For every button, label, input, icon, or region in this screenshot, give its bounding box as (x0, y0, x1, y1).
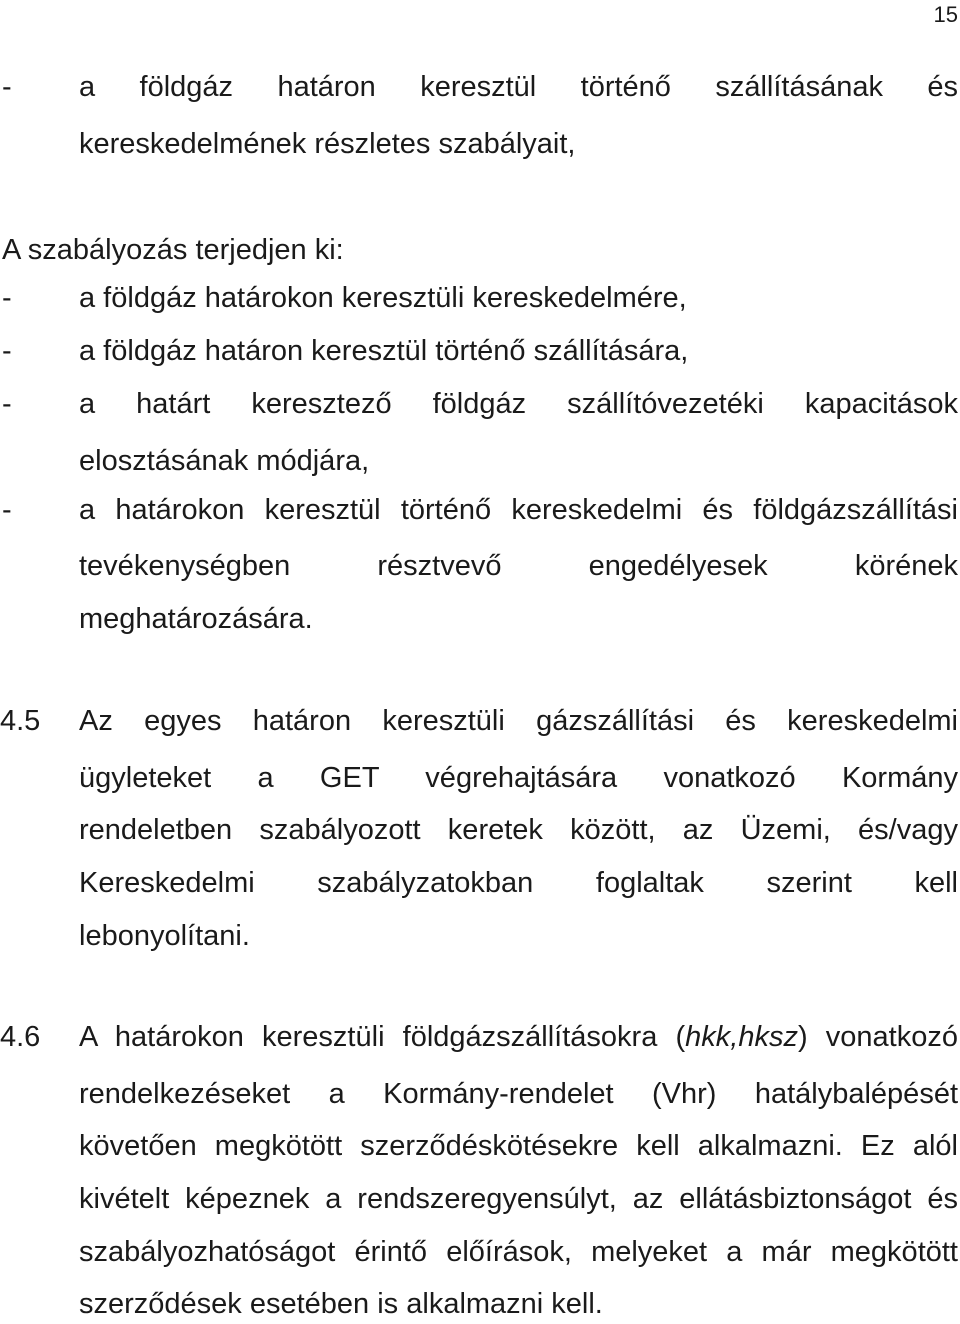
list-item-line: a határt keresztező földgáz szállítóvezetéki kapacitások (79, 388, 958, 420)
list-dash: - (2, 388, 12, 420)
section-line: kivételt képeznek a rendszeregyensúlyt, az ellátásbiztonságot és (79, 1183, 958, 1215)
list-item-line: a határokon keresztül történő kereskedelmi és földgázszállítási (79, 494, 958, 526)
section-line: ügyleteket a GET végrehajtására vonatkozó Kormány (79, 762, 958, 794)
list-item (0, 388, 958, 428)
list-dash: - (2, 494, 12, 526)
list-dash: - (2, 282, 12, 314)
section-line: lebonyolítani. (79, 920, 250, 952)
list-item-line: meghatározására. (79, 603, 313, 635)
section-line (79, 1021, 958, 1054)
section-text: ) vonatkozó (797, 1021, 958, 1053)
intro-item-line-2: kereskedelmének részletes szabályait, (79, 128, 576, 160)
section-line: Kereskedelmi szabályzatokban foglaltak szerint kell (79, 867, 958, 899)
list-item-line: a földgáz határon keresztül történő szállítására, (79, 335, 689, 367)
section-number: 4.6 (0, 1021, 41, 1053)
section-number: 4.5 (0, 705, 41, 737)
scope-heading: A szabályozás terjedjen ki: (2, 234, 344, 266)
list-item (0, 494, 958, 534)
section-line: Az egyes határon keresztüli gázszállítási és kereskedelmi (79, 705, 958, 737)
section-4-5 (0, 705, 958, 745)
section-line: szerződések esetében is alkalmazni kell. (79, 1288, 603, 1320)
list-item (0, 335, 958, 375)
list-item-line: tevékenységben résztvevő engedélyesek körének (79, 550, 958, 582)
list-item (0, 282, 958, 322)
section-italic-text: hkk,hksz (685, 1021, 798, 1053)
page-number: 15 (933, 2, 958, 27)
list-item-line: elosztásának módjára, (79, 445, 370, 477)
section-line: követően megkötött szerződéskötésekre kell alkalmazni. Ez alól (79, 1130, 958, 1162)
intro-item-line-1: a földgáz határon keresztül történő szállításának és (79, 71, 958, 103)
section-line: rendeletben szabályozott keretek között, az Üzemi, és/vagy (79, 814, 958, 846)
section-line: szabályozhatóságot érintő előírások, melyeket a már megkötött (79, 1236, 958, 1268)
section-line: rendelkezéseket a Kormány-rendelet (Vhr) hatálybalépését (79, 1078, 958, 1110)
section-4-6 (0, 1021, 958, 1061)
section-text: A határokon keresztüli földgázszállításokra ( (79, 1021, 686, 1053)
intro-list-item (0, 71, 958, 111)
list-item-line: a földgáz határokon keresztüli kereskedelmére, (79, 282, 687, 314)
list-dash: - (2, 71, 12, 103)
list-dash: - (2, 335, 12, 367)
